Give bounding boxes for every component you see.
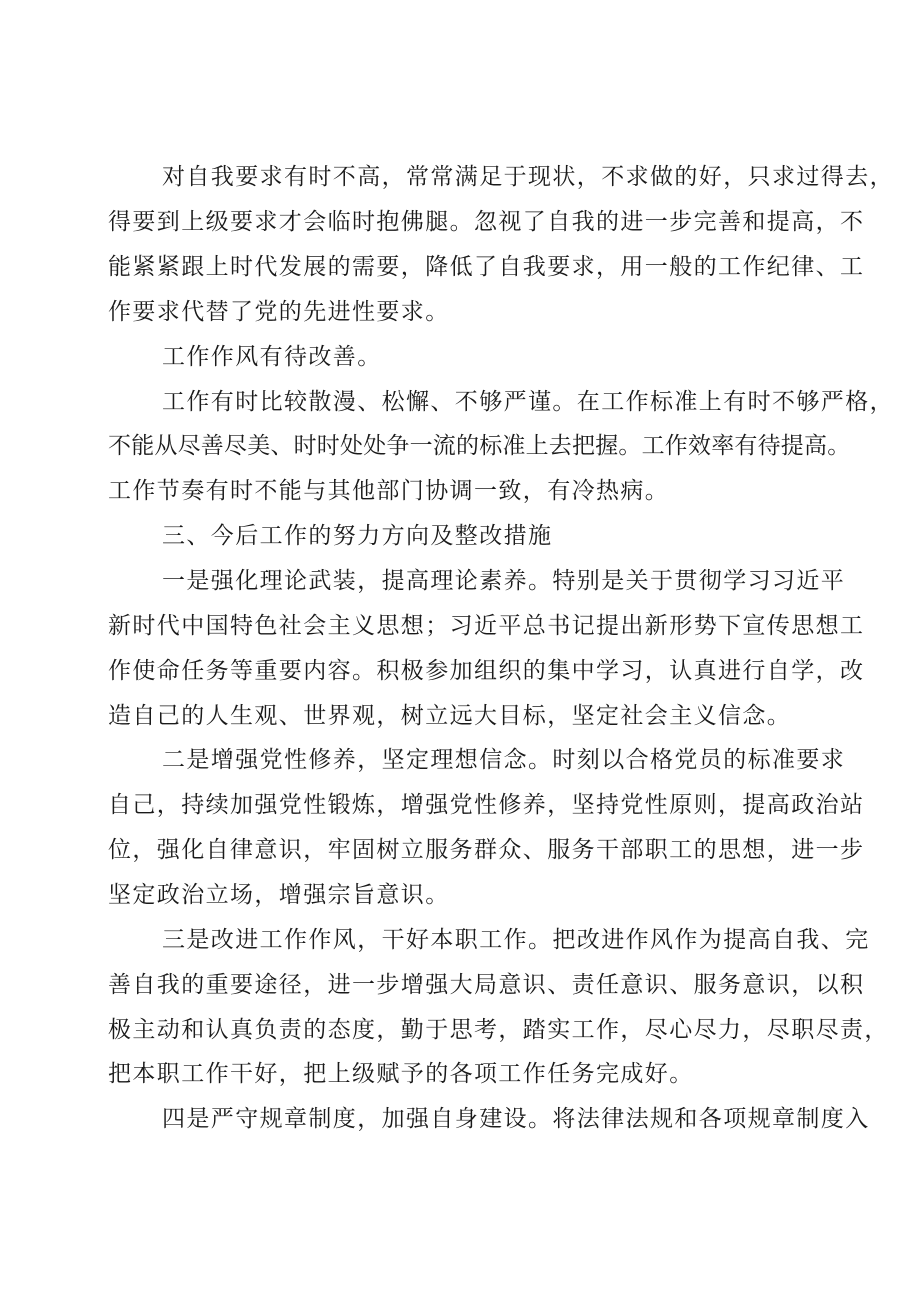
text-line: [0, 342, 920, 372]
line-text: 极主动和认真负责的态度，勤于思考，踏实工作，尽心尽力，尽职尽责，: [108, 1017, 889, 1043]
line-text: 能紧紧跟上时代发展的需要，降低了自我要求，用一般的工作纪律、工: [108, 254, 865, 280]
text-line: [0, 745, 920, 775]
line-text: 造自己的人生观、世界观，树立远大目标，坚定社会主义信念。: [108, 703, 792, 729]
text-line: [0, 207, 920, 237]
text-line: [0, 790, 920, 820]
text-line: [0, 431, 920, 461]
section-heading: [0, 521, 920, 551]
line-text: 作要求代替了党的先进性要求。: [108, 299, 450, 325]
line-text: 四是严守规章制度，加强自身建设。将法律法规和各项规章制度入: [162, 1106, 870, 1132]
line-text: 坚定政治立场，增强宗旨意识。: [108, 882, 450, 908]
text-line: [0, 387, 920, 417]
text-line: [0, 835, 920, 865]
line-text: 善自我的重要途径，进一步增强大局意识、责任意识、服务意识，以积: [108, 972, 865, 998]
text-line: [0, 162, 920, 192]
line-text: 位，强化自律意识，牢固树立服务群众、服务干部职工的思想，进一步: [108, 837, 865, 863]
text-line: [0, 656, 920, 686]
line-text: 新时代中国特色社会主义思想；习近平总书记提出新形势下宣传思想工: [108, 613, 865, 639]
text-line: [0, 297, 920, 327]
line-text: 二是增强党性修养，坚定理想信念。时刻以合格党员的标准要求: [162, 747, 846, 773]
line-text: 工作作风有待改善。: [162, 344, 382, 370]
text-line: [0, 970, 920, 1000]
line-text: 三、今后工作的努力方向及整改措施: [162, 523, 553, 549]
line-text: 工作有时比较散漫、松懈、不够严谨。在工作标准上有时不够严格，: [162, 389, 894, 415]
text-line: [0, 1015, 920, 1045]
text-line: [0, 252, 920, 282]
line-text: 三是改进工作作风，干好本职工作。把改进作风作为提高自我、完: [162, 927, 870, 953]
text-line: [0, 880, 920, 910]
line-text: 对自我要求有时不高，常常满足于现状，不求做的好，只求过得去，: [162, 164, 894, 190]
text-line: [0, 1104, 920, 1134]
line-text: 自己，持续加强党性锻炼，增强党性修养，坚持党性原则，提高政治站: [108, 792, 865, 818]
line-text: 作使命任务等重要内容。积极参加组织的集中学习，认真进行自学，改: [108, 658, 865, 684]
line-text: 不能从尽善尽美、时时处处争一流的标准上去把握。工作效率有待提高。: [108, 433, 851, 459]
text-line: [0, 611, 920, 641]
line-text: 得要到上级要求才会临时抱佛腿。忽视了自我的进一步完善和提高，不: [108, 209, 865, 235]
text-line: [0, 925, 920, 955]
text-line: [0, 476, 920, 506]
text-line: [0, 566, 920, 596]
line-text: 把本职工作干好，把上级赋予的各项工作任务完成好。: [108, 1061, 694, 1087]
text-line: [0, 1059, 920, 1089]
line-text: 工作节奏有时不能与其他部门协调一致，有冷热病。: [108, 478, 670, 504]
line-text: 一是强化理论武装，提高理论素养。特别是关于贯彻学习习近平: [162, 568, 846, 594]
text-line: [0, 701, 920, 731]
